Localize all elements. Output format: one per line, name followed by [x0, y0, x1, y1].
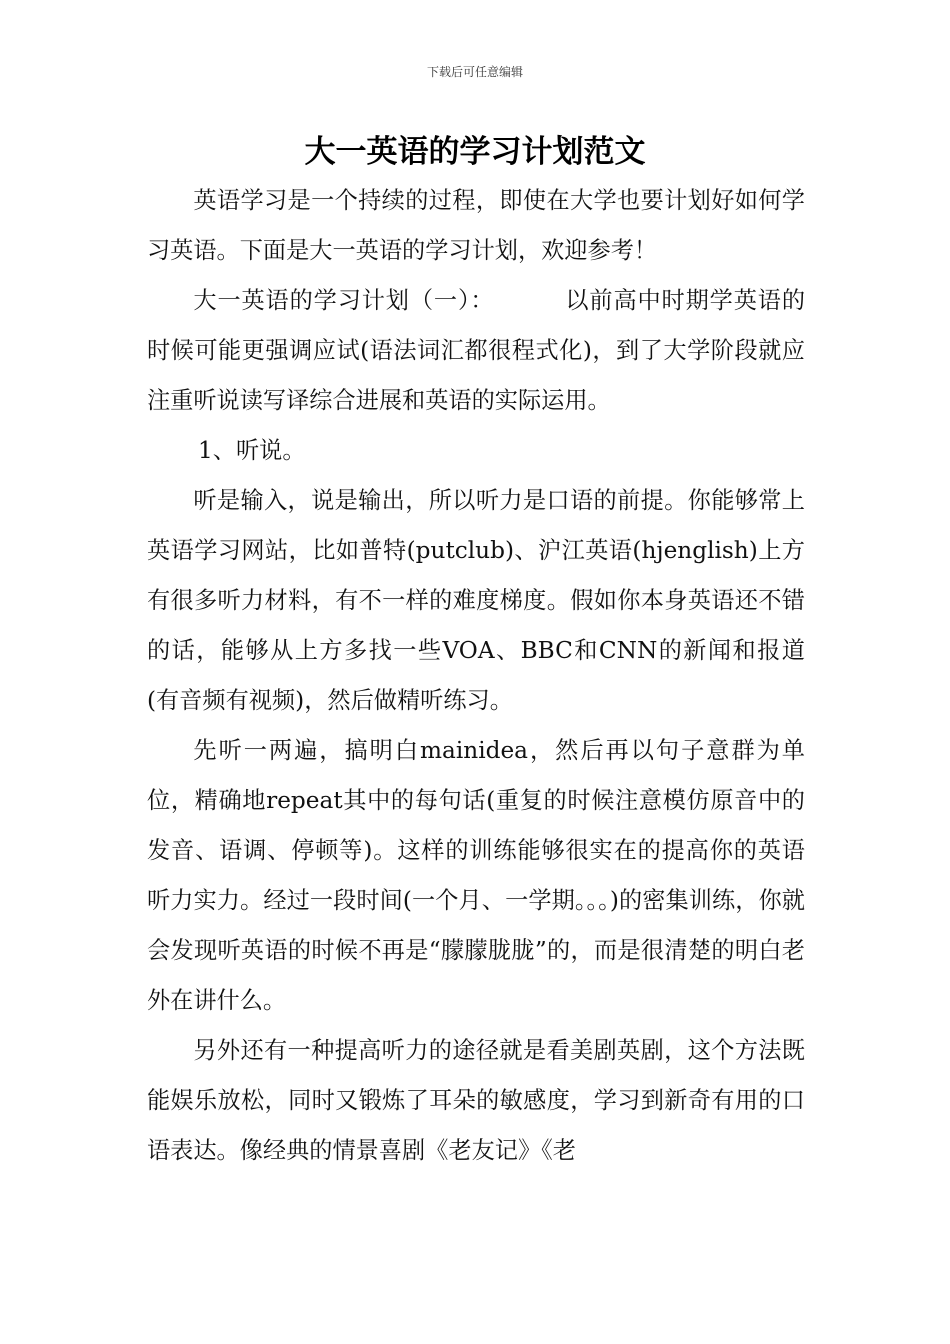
- section-heading: 大一英语的学习计划（一）：: [193, 287, 495, 314]
- list-item-listening: 1、听说。: [198, 437, 306, 464]
- paragraph-tv-shows: 另外还有一种提高听力的途径就是看美剧英剧，这个方法既能娱乐放松，同时又锻炼了耳朵的敏感度，学习到新奇有用的口语表达。像经典的情景喜剧《老友记》《老: [147, 1037, 805, 1164]
- paragraph-plan-one: [147, 276, 805, 426]
- paragraph-listening-method: 先听一两遍，搞明白mainidea，然后再以句子意群为单位，精确地repeat其中的每句话(重复的时候注意模仿原音中的发音、语调、停顿等)。这样的训练能够很实在的提高你的英语听力实力。经过一段时间(一个月、一学期。。。)的密集训练，你就会发现听英语的时候不再是“朦朦胧胧”的，而是很清楚的明白老外在讲什么。: [147, 737, 805, 1014]
- document-body: [147, 176, 805, 1176]
- paragraph-plan-one-text: 以前高中时期学英语的时候可能更强调应试(语法词汇都很程式化)，到了大学阶段就应注重听说读写译综合进展和英语的实际运用。: [147, 287, 806, 414]
- paragraph-intro: 英语学习是一个持续的过程，即使在大学也要计划好如何学习英语。下面是大一英语的学习计划，欢迎参考！: [147, 187, 805, 264]
- paragraph-listening-input: 听是输入，说是输出，所以听力是口语的前提。你能够常上英语学习网站，比如普特(putclub)、沪江英语(hjenglish)上方有很多听力材料，有不一样的难度梯度。假如你本身英语还不错的话，能够从上方多找一些VOA、BBC和CNN的新闻和报道(有音频有视频)，然后做精听练习。: [147, 487, 805, 714]
- document-title: 大一英语的学习计划范文: [304, 134, 646, 170]
- page-header: 下载后可任意编辑: [426, 65, 523, 79]
